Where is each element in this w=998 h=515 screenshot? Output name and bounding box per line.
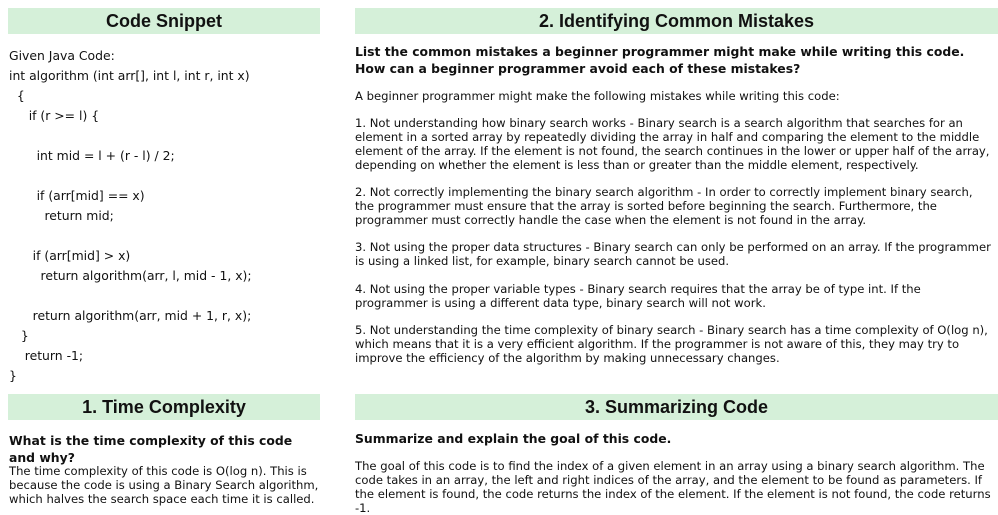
code-line: } xyxy=(9,328,29,343)
code-line xyxy=(9,226,319,246)
code-line: { xyxy=(9,88,25,103)
mistakes-header: 2. Identifying Common Mistakes xyxy=(355,8,998,34)
code-line xyxy=(9,286,319,306)
summary-header: 3. Summarizing Code xyxy=(355,394,998,420)
time-complexity-header: 1. Time Complexity xyxy=(8,394,320,420)
code-line: int mid = l + (r - l) / 2; xyxy=(9,148,175,163)
time-question: What is the time complexity of this code and why? xyxy=(9,433,293,465)
summary-question: Summarize and explain the goal of this code. xyxy=(355,431,672,446)
mistakes-question: List the common mistakes a beginner programmer might make while writing this code. How can a beginner programmer avoid each of these mistakes? xyxy=(355,44,965,76)
code-line: } xyxy=(9,368,17,383)
code-line: return -1; xyxy=(9,348,84,363)
mistake-item: 5. Not understanding the time complexity of binary search - Binary search has a time complexity of O(log n), which means that it is a very efficient algorithm. If the programmer is not aware of this, they may try to improve the efficiency of the algorithm by making unnecessary changes. xyxy=(355,323,988,365)
mistake-item: 1. Not understanding how binary search works - Binary search is a search algorithm that searches for an element in a sorted array by repeatedly dividing the array in half and comparing the element to the middle element of the array. If the element is not found, the search continues in the lower or upper half of the array, depending on whether the element is less than or greater than the middle element, respectively. xyxy=(355,116,990,172)
mistakes-intro: A beginner programmer might make the following mistakes while writing this code: xyxy=(355,89,840,103)
code-snippet-header: Code Snippet xyxy=(8,8,320,34)
code-line: if (r >= l) { xyxy=(9,108,100,123)
code-line: return algorithm(arr, mid + 1, r, x); xyxy=(9,308,252,323)
code-line: return algorithm(arr, l, mid - 1, x); xyxy=(9,268,252,283)
code-line: int algorithm (int arr[], int l, int r, int x) xyxy=(9,68,250,83)
mistake-item: 2. Not correctly implementing the binary search algorithm - In order to correctly implement binary search, the programmer must ensure that the array is sorted before beginning the search. Furthermore, the programmer must correctly handle the case when the element is not found in the array. xyxy=(355,185,973,227)
code-line xyxy=(9,126,319,146)
time-answer: The time complexity of this code is O(log n). This is because the code is using a Binary Search algorithm, which halves the search space each time it is called. xyxy=(9,464,319,506)
code-line: Given Java Code: xyxy=(9,48,115,63)
mistake-item: 3. Not using the proper data structures - Binary search can only be performed on an array. If the programmer is using a linked list, for example, binary search cannot be used. xyxy=(355,240,991,268)
code-line: return mid; xyxy=(9,208,114,223)
mistake-item: 4. Not using the proper variable types - Binary search requires that the array be of type int. If the programmer is using a different data type, binary search will not work. xyxy=(355,282,921,310)
code-line xyxy=(9,166,319,186)
code-block xyxy=(9,46,319,386)
code-line: if (arr[mid] == x) xyxy=(9,188,145,203)
code-line: if (arr[mid] > x) xyxy=(9,248,131,263)
summary-answer: The goal of this code is to find the index of a given element in an array using a binary search algorithm. The code takes in an array, the left and right indices of the array, and the element to be found as parameters. If the element is found, the code returns the index of the element. If the element is not found, the code returns -1. xyxy=(355,459,991,515)
